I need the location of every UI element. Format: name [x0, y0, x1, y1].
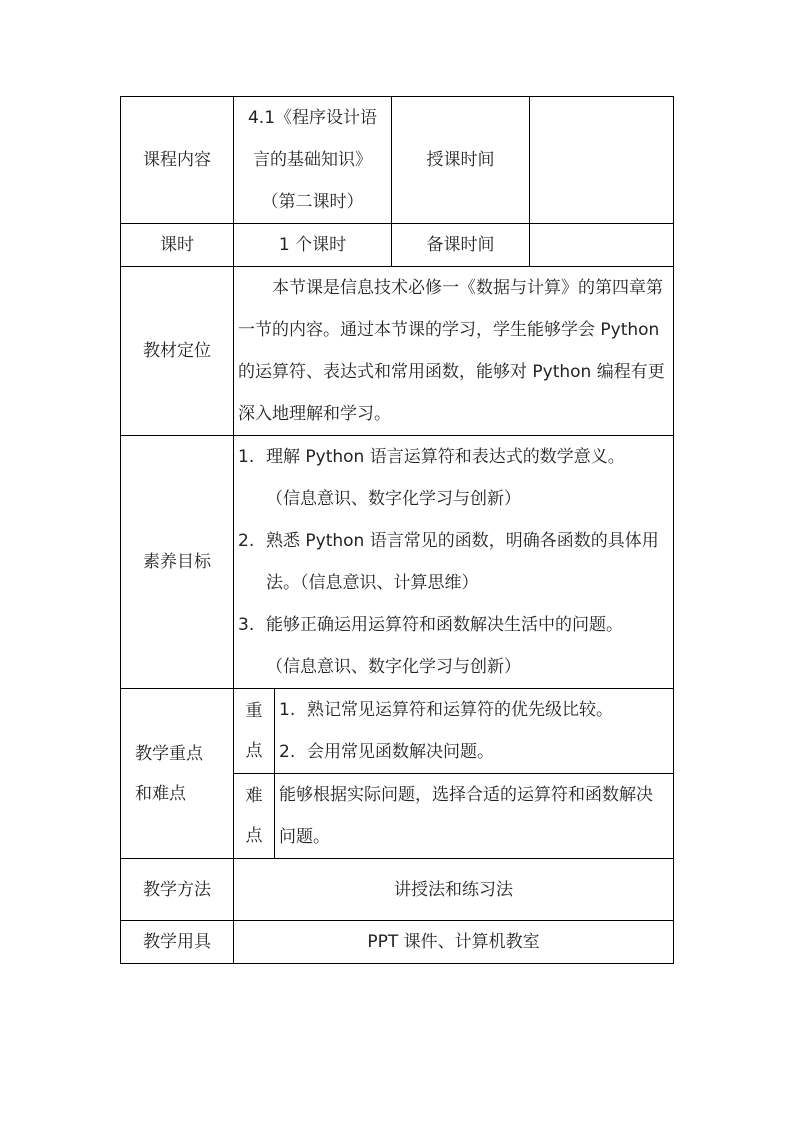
- goal-note: （信息意识、数字化学习与创新）: [266, 657, 521, 677]
- lesson-plan-table: [120, 96, 674, 964]
- course-row: [121, 97, 674, 224]
- method-label: 教学方法: [121, 859, 234, 921]
- goals-label: 素养目标: [121, 436, 234, 689]
- tools-label: 教学用具: [121, 921, 234, 964]
- goal-text: 熟悉 Python 语言常见的函数，明确各函数的具体用法。（信息意识、计算思维）: [266, 531, 659, 593]
- tools-value: PPT 课件、计算机教室: [234, 921, 674, 964]
- key-label-text: 重点: [245, 701, 263, 761]
- hours-value: 1 个课时: [234, 224, 392, 267]
- key-label: [234, 689, 275, 774]
- goal-number: 2.: [238, 531, 255, 551]
- key-points-row: [121, 689, 674, 774]
- key-text: 会用常见函数解决问题。: [307, 742, 494, 762]
- difficult-label-text: 难点: [245, 786, 263, 846]
- hours-row: [121, 224, 674, 267]
- course-title-line: 言的基础知识》: [253, 150, 372, 170]
- goals-row: [121, 436, 674, 689]
- textbook-row: [121, 267, 674, 436]
- goal-item: [238, 436, 669, 478]
- key-number: 1.: [279, 700, 296, 720]
- goal-text: 能够正确运用运算符和函数解决生活中的问题。: [266, 615, 623, 635]
- textbook-content: [234, 267, 674, 436]
- key-item: [279, 689, 669, 731]
- goal-number: 3.: [238, 615, 255, 635]
- key-item: [279, 731, 669, 773]
- key-points-label: [121, 689, 234, 859]
- course-title-line: 4.1《程序设计语: [247, 108, 378, 128]
- key-text: 熟记常见运算符和运算符的优先级比较。: [307, 700, 613, 720]
- course-label: 课程内容: [121, 97, 234, 224]
- method-row: [121, 859, 674, 921]
- textbook-label: 教材定位: [121, 267, 234, 436]
- key-content: [275, 689, 674, 774]
- key-number: 2.: [279, 742, 296, 762]
- hours-label: 课时: [121, 224, 234, 267]
- goal-item: [238, 520, 669, 604]
- teach-time-label: 授课时间: [392, 97, 530, 224]
- tools-row: [121, 921, 674, 964]
- difficult-label: [234, 774, 275, 859]
- goal-number: 1.: [238, 447, 255, 467]
- textbook-text: 本节课是信息技术必修一《数据与计算》的第四章第一节的内容。通过本节课的学习，学生能够学会 Python 的运算符、表达式和常用函数，能够对 Python 编程有更深入地理解和学习。: [238, 278, 665, 424]
- key-points-label-text: 教学重点和难点: [135, 743, 203, 804]
- course-title-line: （第二课时）: [261, 192, 364, 212]
- goal-text: 理解 Python 语言运算符和表达式的数学意义。: [266, 447, 625, 467]
- goals-content: [234, 436, 674, 689]
- goal-item: [238, 604, 669, 646]
- prep-time-value: [530, 224, 674, 267]
- method-value: 讲授法和练习法: [234, 859, 674, 921]
- difficult-text: 能够根据实际问题，选择合适的运算符和函数解决问题。: [279, 785, 653, 847]
- teach-time-value: [530, 97, 674, 224]
- goal-note: （信息意识、数字化学习与创新）: [266, 489, 521, 509]
- difficult-content: [275, 774, 674, 859]
- prep-time-label: 备课时间: [392, 224, 530, 267]
- course-title: [234, 97, 392, 224]
